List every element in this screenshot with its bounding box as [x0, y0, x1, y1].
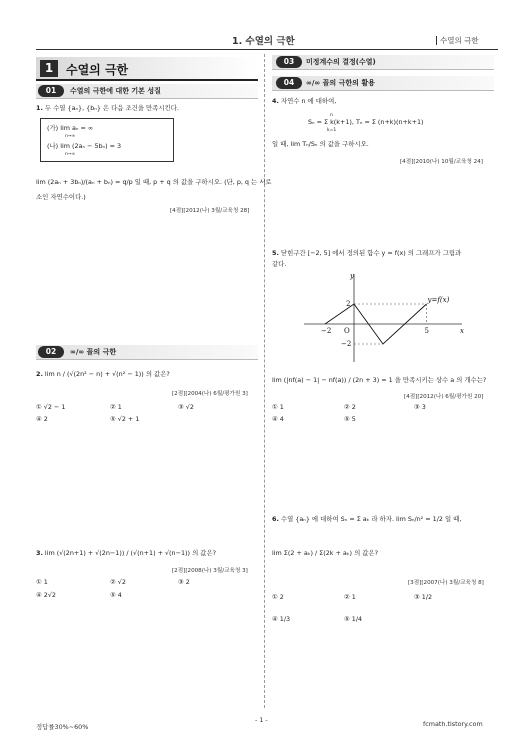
problem-6-choice-5[interactable]: ⑤ 1/4 [344, 615, 363, 623]
problem-6-choice-3[interactable]: ③ 1/2 [414, 593, 433, 601]
footer-page-number: - 1 - [255, 716, 268, 724]
y-axis-label: y [350, 272, 354, 280]
problem-5-number: 5. [272, 249, 279, 257]
problem-4-sum-upper: n [330, 113, 333, 118]
page-header-title: 1. 수열의 극한 [232, 36, 295, 47]
problem-3-choice-1[interactable]: ① 1 [36, 578, 48, 586]
problem-1-condition-a-sub: n→∞ [65, 134, 76, 139]
problem-5-choice-4[interactable]: ④ 4 [272, 415, 284, 423]
problem-3-choice-4[interactable]: ④ 2√2 [36, 591, 56, 599]
section-number-01: 01 [38, 85, 64, 97]
problem-1-text: 두 수열 {aₙ}, {bₙ} 은 다음 조건을 만족시킨다. [44, 104, 179, 112]
problem-5-choice-1[interactable]: ① 1 [272, 403, 284, 411]
problem-3-tail: 의 값은? [192, 549, 217, 557]
tick-label-x5: 5 [424, 327, 429, 335]
problem-2-number: 2. [36, 370, 43, 378]
header-rule [36, 49, 498, 50]
problem-1-question-cont: 소인 자연수이다.) [36, 193, 86, 201]
footer-accuracy: 정답률30%~60% [36, 723, 89, 731]
problem-4-intro [272, 97, 336, 106]
problem-1-condition-b-sub: n→∞ [65, 152, 76, 157]
tick-label-y2: 2 [346, 300, 351, 308]
problem-6-tail: 의 값은? [354, 549, 379, 557]
section-title-04: ∞/∞ 꼴의 극한의 활용 [306, 79, 375, 87]
section-title-01: 수열의 극한에 대한 기본 성질 [70, 87, 161, 95]
function-label: y=f(x) [427, 296, 450, 304]
section-number-02: 02 [38, 346, 64, 358]
problem-3-choice-2[interactable]: ② √2 [110, 578, 126, 586]
problem-6-choice-4[interactable]: ④ 1/3 [272, 615, 291, 623]
tick-label-ym2: −2 [341, 340, 352, 348]
problem-3-choice-5[interactable]: ⑤ 4 [110, 591, 122, 599]
problem-5-source: [4점][2012(나) 6월/평가원 20] [404, 394, 484, 400]
footer-site[interactable]: fcmath.tistory.com [423, 720, 483, 728]
section-title-02: ∞/∞ 꼴의 극한 [70, 348, 117, 356]
column-divider [264, 54, 265, 708]
problem-6-expression: lim Σ(2 + aₖ) / Σ(2k + aₖ) [272, 549, 353, 557]
header-divider [436, 36, 437, 45]
problem-2-expression: lim n / (√(2n² − n) + √(n² − 1)) [44, 370, 144, 378]
problem-1-intro [36, 104, 179, 113]
problem-3-expression: lim (√(2n+1) + √(2n−1)) / (√(n+1) + √(n−1)) [44, 549, 191, 557]
problem-5-intro [272, 249, 461, 258]
page-header-subtitle: 수열의 극한 [440, 36, 479, 45]
tick-label-xm2: −2 [321, 327, 332, 335]
problem-4-text: 자연수 n 에 대하여, [280, 97, 337, 105]
chapter-title: 수열의 극한 [66, 63, 129, 77]
problem-3-number: 3. [36, 549, 43, 557]
problem-4-question: 일 때, lim Tₙ/Sₙ 의 값을 구하시오. [272, 140, 369, 148]
problem-4-source: [4점][2010(나) 10월/교육청 24] [400, 159, 483, 165]
problem-6-number: 6. [272, 515, 279, 523]
chapter-number: 1 [40, 60, 58, 77]
problem-2-choice-4[interactable]: ④ 2 [36, 415, 48, 423]
section-title-03: 미정계수의 결정(수열) [306, 58, 376, 66]
problem-4-sum-lower: k=1 [327, 128, 337, 133]
problem-5-text-cont: 같다. [272, 260, 287, 268]
problem-5-choice-5[interactable]: ⑤ 5 [344, 415, 356, 423]
problem-4-number: 4. [272, 97, 279, 105]
problem-1-conditions-box [40, 118, 174, 162]
section-number-04: 04 [276, 77, 302, 89]
problem-2-tail: 의 값은? [145, 370, 170, 378]
problem-1-condition-b: (나) lim (2aₙ − 5bₙ) = 3 [47, 142, 122, 150]
problem-2-choice-1[interactable]: ① √2 − 1 [36, 403, 66, 411]
section-number-03: 03 [276, 56, 302, 68]
problem-5-question: lim (|nf(a) − 1| − nf(a)) / (2n + 3) = 1 을 만족시키는 상수 a 의 개수는? [272, 376, 487, 384]
problem-2-source: [2점][2004(나) 6월/평가원 3] [172, 391, 248, 397]
problem-5-text: 닫힌구간 [−2, 5] 에서 정의된 함수 y = f(x) 의 그래프가 그림과 [280, 249, 462, 257]
problem-1-source: [4점][2012(나) 3월/교육청 28] [170, 208, 250, 214]
origin-label: O [344, 327, 350, 335]
problem-4-formula: Sₙ = Σ k(k+1), Tₙ = Σ (n+k)(n+k+1) [308, 118, 424, 126]
problem-5-choice-2[interactable]: ② 2 [344, 403, 356, 411]
problem-6-intro [272, 515, 461, 524]
problem-2-choice-2[interactable]: ② 1 [110, 403, 122, 411]
problem-1-condition-a: (가) lim aₙ = ∞ [47, 124, 94, 132]
problem-6-question [272, 549, 378, 558]
problem-1-number: 1. [36, 104, 43, 112]
problem-2-choice-3[interactable]: ③ √2 [178, 403, 194, 411]
problem-6-text: 수열 {aₙ} 에 대하여 Sₙ = Σ aₖ 라 하자. lim Sₙ/n² = 1/2 일 때, [280, 515, 462, 523]
problem-6-choice-2[interactable]: ② 1 [344, 593, 356, 601]
problem-6-choice-1[interactable]: ① 2 [272, 593, 284, 601]
problem-2-question [36, 370, 170, 379]
problem-5-graph [300, 268, 470, 368]
problem-3-source: [2점][2008(나) 3월/교육청 3] [172, 568, 248, 574]
problem-3-question [36, 549, 216, 558]
problem-6-source: [3점][2007(나) 3월/교육청 8] [408, 580, 484, 586]
problem-1-question: lim (2aₙ + 3bₙ)/(aₙ + bₙ) = q/p 일 때, p + q 의 값을 구하시오. (단, p, q 는 서로 [36, 178, 272, 186]
x-axis-label: x [460, 327, 464, 335]
problem-5-choice-3[interactable]: ③ 3 [414, 403, 426, 411]
problem-2-choice-5[interactable]: ⑤ √2 + 1 [110, 415, 140, 423]
problem-3-choice-3[interactable]: ③ 2 [178, 578, 190, 586]
